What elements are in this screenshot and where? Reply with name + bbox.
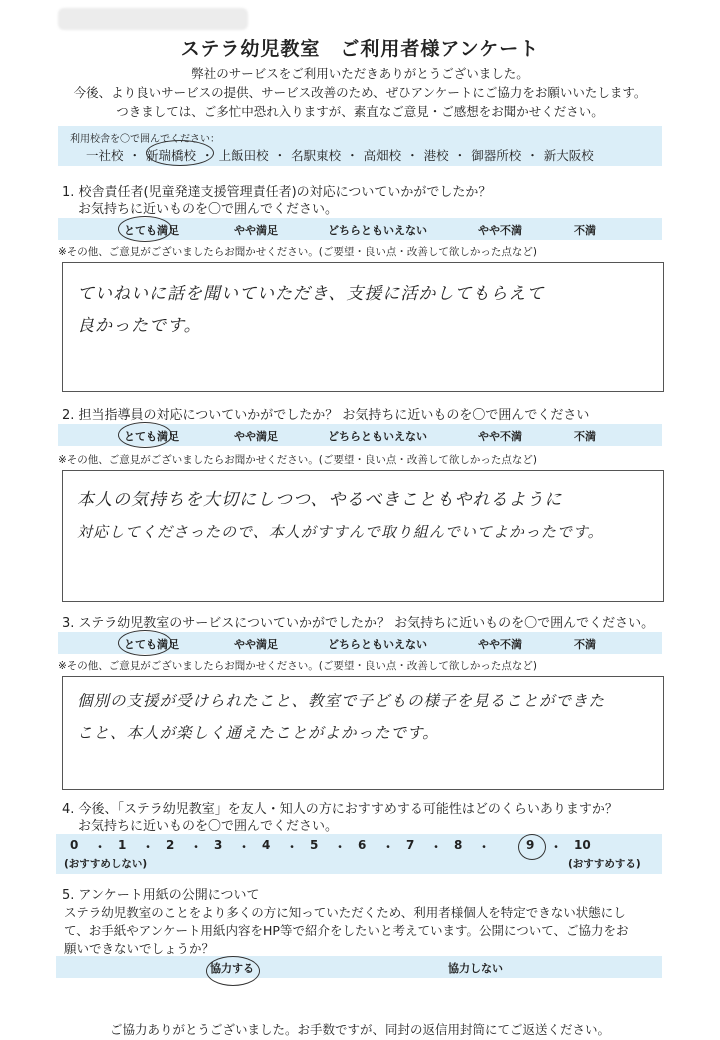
q1-subtitle: お気持ちに近いものを〇で囲んでください。: [78, 202, 339, 217]
handwritten-answer: こと、本人が楽しく通えたことがよかったです。: [77, 724, 439, 742]
rating-option[interactable]: 不満: [574, 430, 596, 443]
handwritten-answer: ていねいに話を聞いていただき、支援に活かしてもらえて: [77, 284, 545, 304]
rating-option[interactable]: 不満: [574, 224, 596, 237]
footer-note: ご協力ありがとうございました。お手数ですが、同封の返信用封筒にてご返送ください。: [109, 1022, 610, 1037]
scale-option[interactable]: 3: [214, 838, 223, 852]
rating-option[interactable]: どちらともいえない: [328, 638, 427, 651]
redacted-smudge: [58, 8, 248, 30]
scale-option[interactable]: 8: [454, 838, 463, 852]
selection-circle: [518, 834, 546, 860]
campus-item[interactable]: 新大阪校: [543, 148, 594, 163]
selection-circle: [118, 630, 172, 656]
scale-option[interactable]: 4: [262, 838, 271, 852]
scale-option[interactable]: 2: [166, 838, 175, 852]
q4-subtitle: お気持ちに近いものを〇で囲んでください。: [78, 819, 339, 834]
selection-circle: [118, 422, 172, 448]
scale-option[interactable]: 10: [574, 838, 591, 852]
campus-item[interactable]: 港校: [423, 148, 449, 163]
selection-circle: [118, 216, 172, 242]
rating-option[interactable]: やや満足: [234, 638, 278, 651]
intro-line-3: つきましては、ご多忙中恐れ入りますが、素直なご意見・ご感想をお聞かせください。: [116, 104, 604, 119]
selection-circle: [206, 956, 260, 986]
q3-comment-box[interactable]: [62, 676, 664, 790]
comment-note: ※その他、ご意見がございましたらお聞かせください。(ご要望・良い点・改善して欲しかった点など): [58, 454, 537, 466]
q2-title: 2. 担当指導員の対応についていかがでしたか？ お気持ちに近いものを〇で囲んでください: [62, 408, 590, 423]
scale-option[interactable]: 0: [70, 838, 79, 852]
scale-option[interactable]: 1: [118, 838, 127, 852]
campus-item[interactable]: 一社校: [86, 148, 124, 163]
consent-option[interactable]: 協力しない: [448, 962, 503, 975]
q4-scale: 0 ・ 1 ・ 2 ・ 3 ・ 4 ・ 5 ・ 6 ・ 7 ・ 8 ・ 9 ・ 10: [70, 838, 591, 854]
scale-high-label: (おすすめする): [568, 858, 641, 870]
rating-option[interactable]: どちらともいえない: [328, 224, 427, 237]
intro-line-1: 弊社のサービスをご利用いただきありがとうございました。: [191, 66, 529, 81]
campus-label: 利用校舎を〇で囲んでください：: [70, 134, 220, 145]
q3-title: 3. ステラ幼児教室のサービスについていかがでしたか？ お気持ちに近いものを〇で囲んでください。: [62, 616, 655, 631]
rating-option[interactable]: とても満足: [124, 224, 179, 237]
q1-title: 1. 校舎責任者(児童発達支援管理責任者)の対応についていかがでしたか？: [62, 185, 492, 200]
scale-option[interactable]: 9: [526, 838, 535, 852]
q5-title: 5. アンケート用紙の公開について: [62, 888, 260, 903]
rating-option[interactable]: やや満足: [234, 224, 278, 237]
q4-title: 4. 今後、「ステラ幼児教室」を友人・知人の方におすすめする可能性はどのくらいありますか？: [62, 802, 618, 817]
selection-circle: [146, 140, 214, 166]
rating-option[interactable]: やや不満: [478, 430, 522, 443]
rating-option[interactable]: とても満足: [124, 638, 179, 651]
rating-option[interactable]: とても満足: [124, 430, 179, 443]
campus-item[interactable]: 高畑校: [363, 148, 402, 163]
rating-option[interactable]: やや満足: [234, 430, 278, 443]
campus-item[interactable]: 新瑞橋校: [146, 148, 197, 163]
handwritten-answer: 個別の支援が受けられたこと、教室で子どもの様子を見ることができた: [77, 692, 606, 710]
campus-item[interactable]: 御器所校: [471, 148, 522, 163]
q2-comment-box[interactable]: [62, 470, 664, 602]
page-title: ステラ幼児教室 ご利用者様アンケート: [180, 38, 540, 60]
handwritten-answer: 本人の気持ちを大切にしつつ、やるべきこともやれるように: [77, 490, 563, 510]
campus-item[interactable]: 名駅東校: [291, 148, 342, 163]
q5-text-line: ステラ幼児教室のことをより多くの方に知っていただくため、利用者様個人を特定できない状態にし: [64, 905, 626, 920]
q1-comment-box[interactable]: [62, 262, 664, 392]
scale-option[interactable]: 5: [310, 838, 319, 852]
q5-text-line: 願いできないでしょうか？: [64, 941, 215, 956]
rating-option[interactable]: 不満: [574, 638, 596, 651]
rating-option[interactable]: やや不満: [478, 638, 522, 651]
comment-note: ※その他、ご意見がございましたらお聞かせください。(ご要望・良い点・改善して欲しかった点など): [58, 660, 537, 672]
handwritten-answer: 対応してくださったので、本人がすすんで取り組んでいてよかったです。: [77, 523, 604, 541]
q5-option-band: [56, 956, 662, 978]
rating-option[interactable]: やや不満: [478, 224, 522, 237]
scale-option[interactable]: 6: [358, 838, 367, 852]
rating-option[interactable]: どちらともいえない: [328, 430, 427, 443]
comment-note: ※その他、ご意見がございましたらお聞かせください。(ご要望・良い点・改善して欲しかった点など): [58, 246, 537, 258]
campus-item[interactable]: 上飯田校: [218, 148, 269, 163]
handwritten-answer: 良かったです。: [77, 316, 202, 336]
intro-line-2: 今後、より良いサービスの提供、サービス改善のため、ぜひアンケートにご協力をお願いいたします。: [73, 85, 647, 100]
consent-option[interactable]: 協力する: [210, 962, 254, 975]
q5-text-line: て、お手紙やアンケート用紙内容をHP等で紹介をしたいと考えています。公開について、ご協力をお: [64, 923, 629, 938]
campus-list: 一社校 ・ 新瑞橋校 ・ 上飯田校 ・ 名駅東校 ・ 高畑校 ・ 港校 ・ 御器所校 ・ 新大阪校: [86, 148, 594, 163]
scale-option[interactable]: 7: [406, 838, 415, 852]
scale-low-label: (おすすめしない): [64, 858, 148, 870]
